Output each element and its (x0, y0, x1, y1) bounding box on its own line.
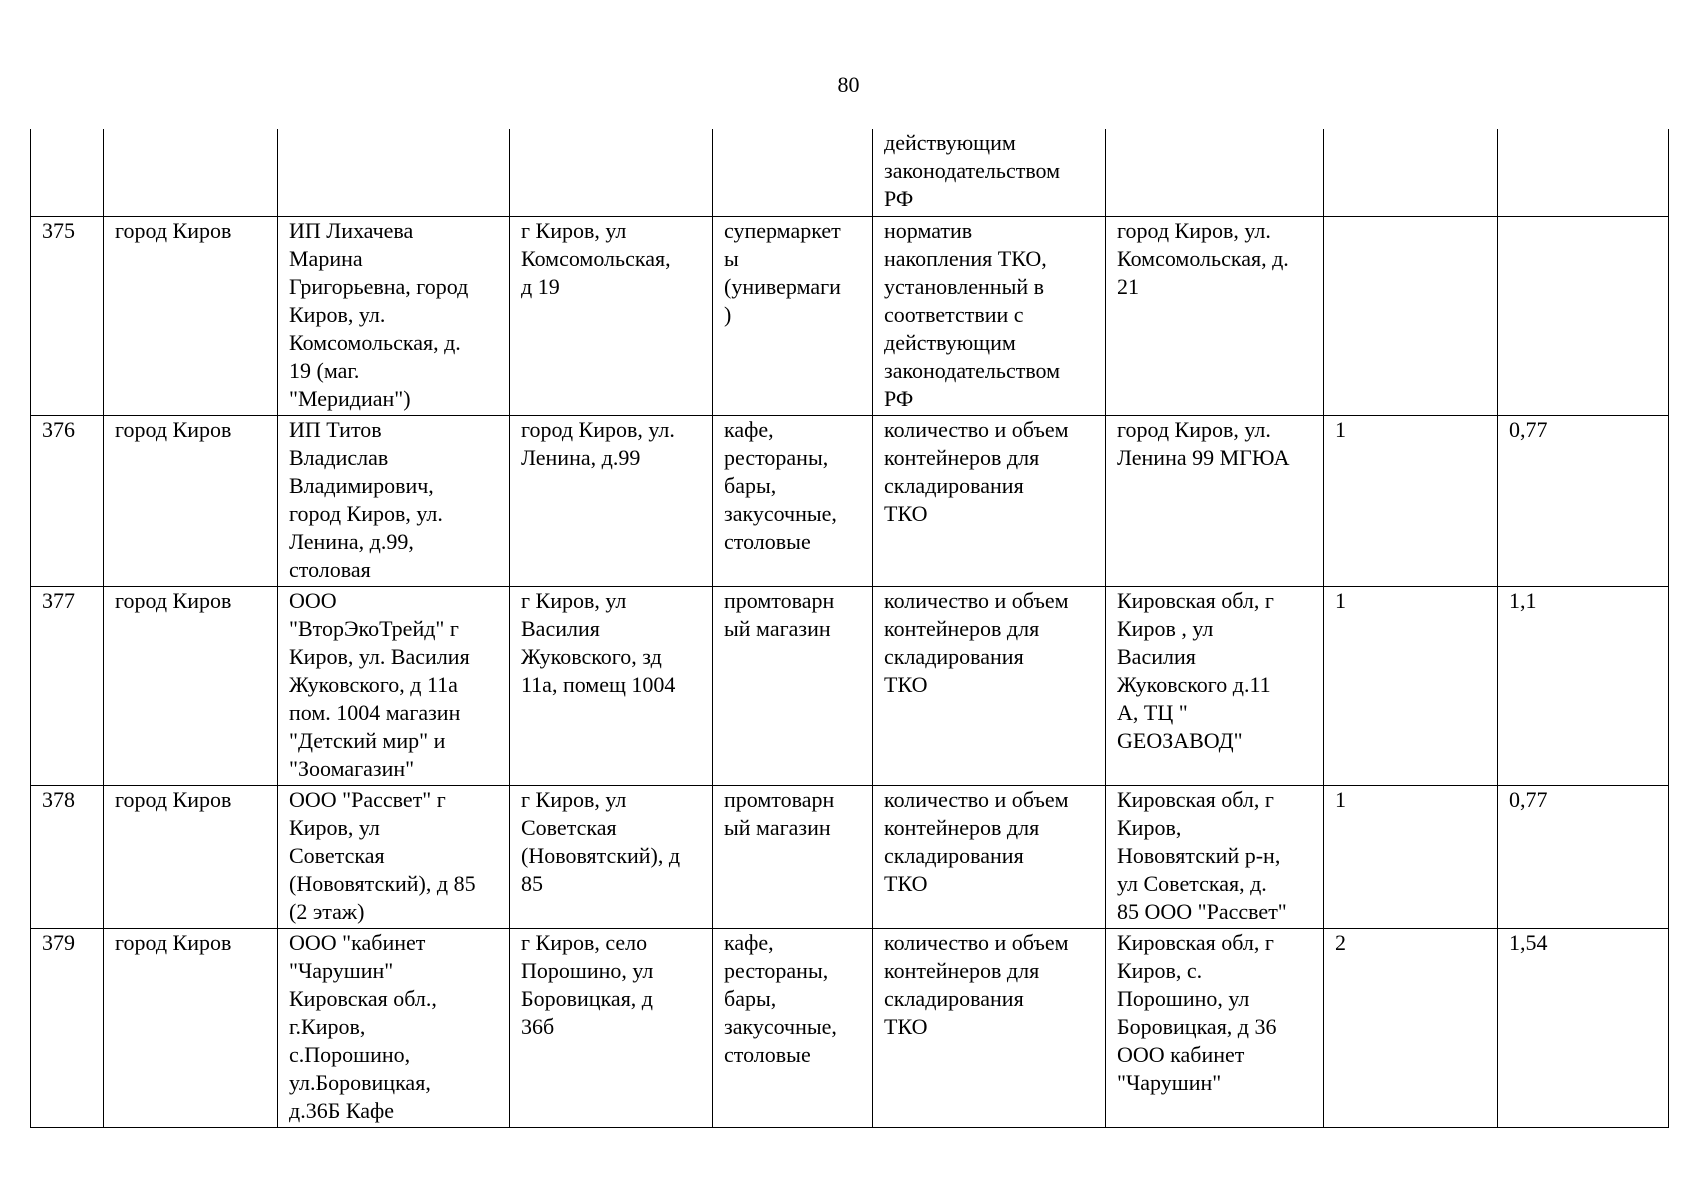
cell-site: Кировская обл, г Киров , ул Василия Жуковского д.11 А, ТЦ " GЕОЗАВОД" (1106, 586, 1324, 785)
waste-registry-table (30, 129, 1669, 1128)
cell-site: Кировская обл, г Киров, с. Порошино, ул Боровицкая, д 36 ООО кабинет "Чарушин" (1106, 928, 1324, 1127)
cell-category: кафе, рестораны, бары, закусочные, столовые (713, 415, 873, 586)
cell-volume: 1,1 (1498, 586, 1669, 785)
cell-category: промтоварн ый магазин (713, 785, 873, 928)
cell-address: г Киров, ул Василия Жуковского, зд 11а, помещ 1004 (510, 586, 713, 785)
cell-method: количество и объем контейнеров для складирования ТКО (873, 586, 1106, 785)
cell-municipality: город Киров (104, 415, 278, 586)
cell-site (1106, 129, 1324, 216)
cell-municipality: город Киров (104, 216, 278, 415)
cell-method: количество и объем контейнеров для складирования ТКО (873, 928, 1106, 1127)
cell-method: количество и объем контейнеров для складирования ТКО (873, 785, 1106, 928)
cell-site: город Киров, ул. Ленина 99 МГЮА (1106, 415, 1324, 586)
cell-containers (1324, 129, 1498, 216)
cell-containers: 1 (1324, 785, 1498, 928)
cell-category: кафе, рестораны, бары, закусочные, столовые (713, 928, 873, 1127)
cell-owner: ИП Лихачева Марина Григорьевна, город Киров, ул. Комсомольская, д. 19 (маг. "Меридиан") (278, 216, 510, 415)
table-row (31, 785, 1669, 928)
cell-volume: 0,77 (1498, 415, 1669, 586)
table-row (31, 928, 1669, 1127)
cell-method: норматив накопления ТКО, установленный в соответствии с действующим законодательством РФ (873, 216, 1106, 415)
table-row (31, 216, 1669, 415)
cell-owner: ООО "Рассвет" г Киров, ул Советская (Нововятский), д 85 (2 этаж) (278, 785, 510, 928)
cell-site: город Киров, ул. Комсомольская, д. 21 (1106, 216, 1324, 415)
cell-num: 377 (31, 586, 104, 785)
cell-num: 378 (31, 785, 104, 928)
table-row-continuation (31, 129, 1669, 216)
cell-address: г Киров, ул Комсомольская, д 19 (510, 216, 713, 415)
cell-containers: 1 (1324, 586, 1498, 785)
page-number: 80 (837, 72, 860, 97)
cell-owner: ООО "ВторЭкоТрейд" г Киров, ул. Василия Жуковского, д 11а пом. 1004 магазин "Детский мир" и "Зоомагазин" (278, 586, 510, 785)
table-row (31, 415, 1669, 586)
cell-category: супермаркет ы (универмаги ) (713, 216, 873, 415)
cell-address: г Киров, село Порошино, ул Боровицкая, д 36б (510, 928, 713, 1127)
cell-method: действующим законодательством РФ (873, 129, 1106, 216)
cell-address (510, 129, 713, 216)
cell-num: 379 (31, 928, 104, 1127)
cell-owner: ООО "кабинет "Чарушин" Кировская обл., г.Киров, с.Порошино, ул.Боровицкая, д.36Б Кафе (278, 928, 510, 1127)
table-row (31, 586, 1669, 785)
cell-volume: 0,77 (1498, 785, 1669, 928)
cell-municipality: город Киров (104, 928, 278, 1127)
cell-num: 375 (31, 216, 104, 415)
cell-owner (278, 129, 510, 216)
cell-volume: 1,54 (1498, 928, 1669, 1127)
cell-site: Кировская обл, г Киров, Нововятский р-н, ул Советская, д. 85 ООО "Рассвет" (1106, 785, 1324, 928)
cell-volume (1498, 216, 1669, 415)
cell-category: промтоварн ый магазин (713, 586, 873, 785)
cell-containers: 1 (1324, 415, 1498, 586)
cell-address: город Киров, ул. Ленина, д.99 (510, 415, 713, 586)
cell-owner: ИП Титов Владислав Владимирович, город Киров, ул. Ленина, д.99, столовая (278, 415, 510, 586)
cell-municipality (104, 129, 278, 216)
cell-containers (1324, 216, 1498, 415)
cell-address: г Киров, ул Советская (Нововятский), д 85 (510, 785, 713, 928)
cell-method: количество и объем контейнеров для складирования ТКО (873, 415, 1106, 586)
cell-volume (1498, 129, 1669, 216)
cell-containers: 2 (1324, 928, 1498, 1127)
cell-category (713, 129, 873, 216)
cell-num (31, 129, 104, 216)
cell-municipality: город Киров (104, 785, 278, 928)
cell-municipality: город Киров (104, 586, 278, 785)
cell-num: 376 (31, 415, 104, 586)
